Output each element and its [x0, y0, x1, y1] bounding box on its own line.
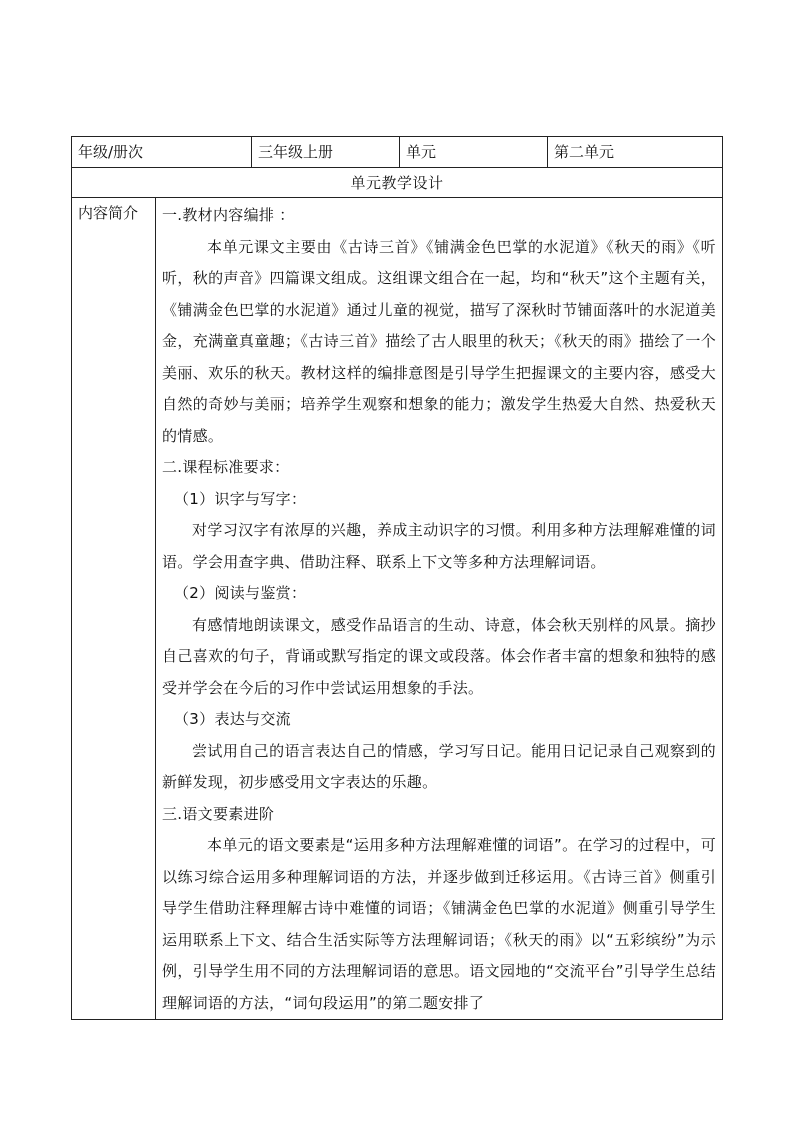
section-2-heading: 二.课程标准要求：: [162, 458, 290, 476]
lesson-plan-table: [71, 136, 723, 1020]
table-title: 单元教学设计: [72, 168, 723, 198]
section-1-paragraph: 本单元课文主要由《古诗三首》《铺满金色巴掌的水泥道》《秋天的雨》《听听，秋的声音》四篇课文组成。这组课文组合在一起，均和“秋天”这个主题有关，《铺满金色巴掌的水泥道》通过儿童的视觉，描写了深秋时节铺面落叶的水泥道美金，充满童真童趣；《古诗三首》描绘了古人眼里的秋天；《秋天的雨》描绘了一个美丽、欢乐的秋天。教材这样的编排意图是引导学生把握课文的主要内容，感受大自然的奇妙与美丽；培养学生观察和想象的能力；激发学生热爱大自然、热爱秋天的情感。: [162, 237, 716, 445]
section-3-heading: 三.语文要素进阶: [162, 804, 275, 823]
unit-value: 第二单元: [548, 137, 723, 168]
section-3-paragraph: 本单元的语文要素是“运用多种方法理解难懂的词语”。在学习的过程中，可以练习综合运用多种理解词语的方法，并逐步做到迁移运用。《古诗三首》侧重引导学生借助注释理解古诗中难懂的词语；《铺满金色巴掌的水泥道》侧重引导学生运用联系上下文、结合生活实际等方法理解词语；《秋天的雨》以“五彩缤纷”为示例，引导学生用不同的方法理解词语的意思。语文园地的“交流平台”引导学生总结理解词语的方法，“词句段运用”的第二题安排了: [162, 836, 716, 1012]
content-body: [156, 198, 723, 1020]
header-row: [72, 137, 723, 168]
content-row: [72, 198, 723, 1020]
section-2-sub-3: （3）表达与交流: [174, 710, 291, 728]
section-2-paragraph-2: 有感情地朗读课文，感受作品语言的生动、诗意，体会秋天别样的风景。摘抄自己喜欢的句子，背诵或默写指定的课文或段落。体会作者丰富的想象和独特的感受并学会在今后的习作中尝试运用想象的手法。: [162, 615, 716, 697]
section-2-sub-1: （1）识字与写字：: [174, 489, 307, 508]
section-1-heading: 一.教材内容编排 ：: [162, 206, 295, 224]
content-label: 内容简介: [72, 198, 156, 1020]
grade-value: 三年级上册: [252, 137, 400, 168]
grade-label: 年级/册次: [72, 137, 252, 168]
section-2-paragraph-1: 对学习汉字有浓厚的兴趣，养成主动识字的习惯。利用多种方法理解难懂的词语。学会用查字典、借助注释、联系上下文等多种方法理解词语。: [162, 521, 716, 571]
unit-label: 单元: [400, 137, 548, 168]
section-2-paragraph-3: 尝试用自己的语言表达自己的情感，学习写日记。能用日记记录自己观察到的新鲜发现，初步感受用文字表达的乐趣。: [162, 741, 716, 791]
title-row: [72, 168, 723, 198]
section-2-sub-2: （2）阅读与鉴赏：: [174, 584, 307, 602]
